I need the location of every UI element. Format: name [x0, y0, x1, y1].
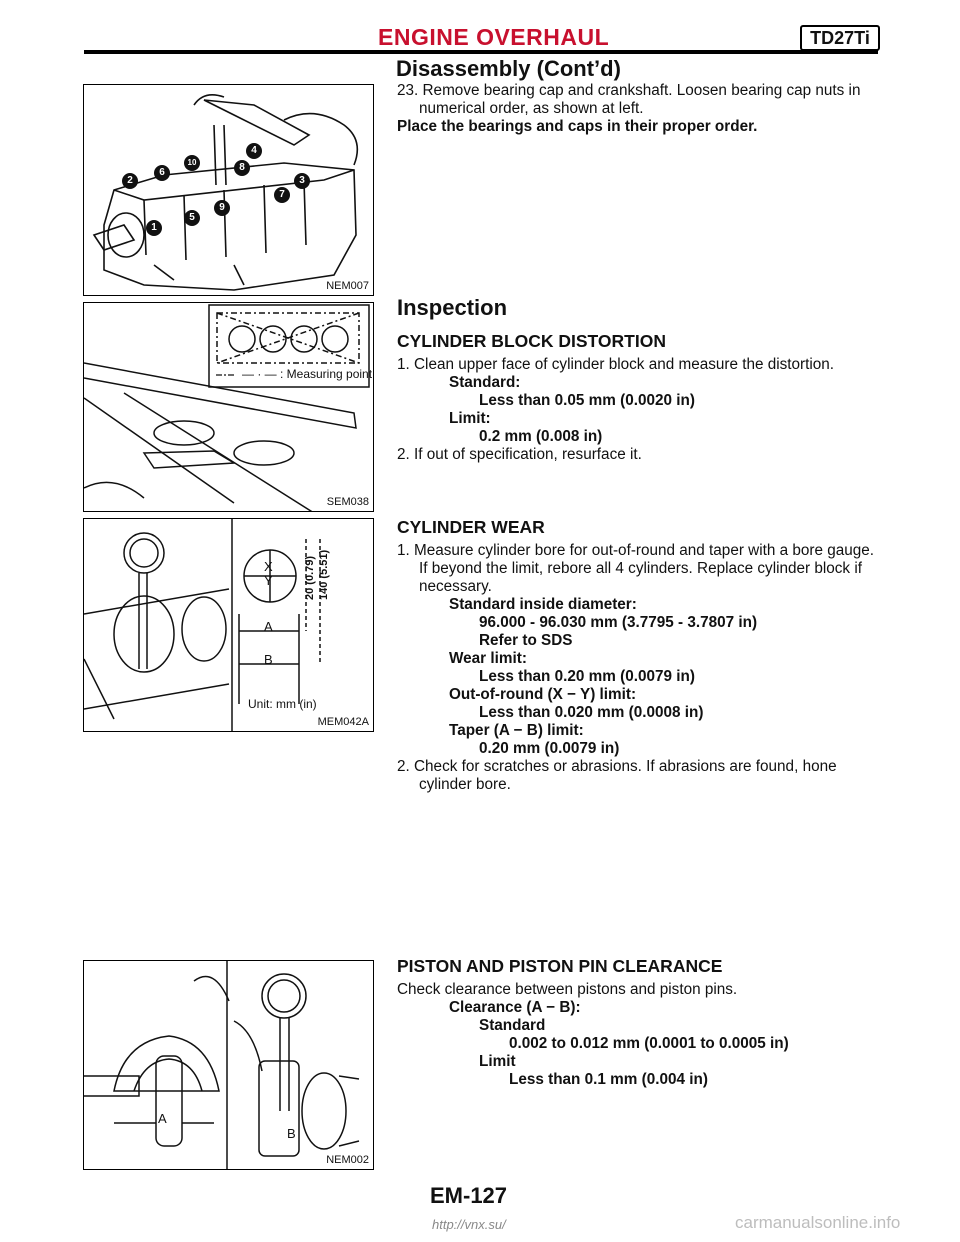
piston-pin-section	[397, 957, 883, 1089]
bearing-cap-illustration	[84, 85, 374, 296]
label-b: B	[264, 652, 273, 667]
taper-label: Taper (A − B) limit:	[449, 722, 584, 739]
cylinder-wear-illustration	[84, 519, 374, 732]
clearance-limit-value: Less than 0.1 mm (0.004 in)	[509, 1071, 708, 1088]
step-23-block	[397, 82, 883, 136]
block-distortion-step2: 2. If out of specification, resurface it.	[397, 446, 642, 463]
figure-bearing-cap-order	[83, 84, 374, 296]
bearing-cap-number-2: 2	[122, 173, 138, 189]
distortion-standard-label: Standard:	[449, 374, 521, 391]
step-23-note: Place the bearings and caps in their proper order.	[397, 118, 758, 135]
label-a: A	[264, 619, 273, 634]
figure-code: NEM007	[326, 280, 369, 292]
section-title: ENGINE OVERHAUL	[378, 24, 610, 50]
figure-piston-pin-clearance	[83, 960, 374, 1170]
measuring-point-legend: — · — : Measuring point	[242, 367, 373, 381]
label-x: X	[264, 559, 273, 574]
dimension-20: 20 (0.79)	[304, 555, 316, 600]
block-distortion-illustration	[84, 303, 374, 512]
label-y: Y	[264, 573, 273, 588]
watermark: carmanualsonline.info	[735, 1213, 901, 1232]
dimension-140: 140 (5.51)	[318, 549, 330, 600]
cylinder-wear-heading: CYLINDER WEAR	[397, 517, 545, 537]
label-a: A	[158, 1111, 167, 1126]
header-rule	[84, 50, 878, 54]
cylinder-wear-step1: 1. Measure cylinder bore for out-of-round and taper with a bore gauge. If beyond the limit, rebore all 4 cylinders. Replace cylinder block if necessary.	[397, 542, 875, 595]
std-diameter-sds: Refer to SDS	[479, 632, 573, 649]
std-diameter-label: Standard inside diameter:	[449, 596, 637, 613]
bearing-cap-number-5: 5	[184, 210, 200, 226]
wear-limit-label: Wear limit:	[449, 650, 527, 667]
figure-block-distortion	[83, 302, 374, 512]
cylinder-wear-step2: 2. Check for scratches or abrasions. If abrasions are found, hone cylinder bore.	[397, 758, 837, 793]
piston-pin-illustration	[84, 961, 374, 1170]
distortion-limit-value: 0.2 mm (0.008 in)	[479, 428, 603, 445]
page-subtitle: Disassembly (Cont’d)	[396, 56, 621, 81]
bearing-cap-number-4: 4	[246, 143, 262, 159]
label-b: B	[287, 1126, 296, 1141]
figure-cylinder-wear	[83, 518, 374, 732]
bearing-cap-number-10: 10	[184, 155, 200, 171]
out-of-round-label: Out-of-round (X − Y) limit:	[449, 686, 637, 703]
bearing-cap-number-3: 3	[294, 173, 310, 189]
distortion-standard-value: Less than 0.05 mm (0.0020 in)	[479, 392, 695, 409]
block-distortion-section	[397, 332, 883, 464]
model-tag: TD27Ti	[800, 25, 880, 51]
bearing-cap-number-1: 1	[146, 220, 162, 236]
step-23-text: 23. Remove bearing cap and crankshaft. Loosen bearing cap nuts in numerical order, as shown at left.	[397, 82, 861, 117]
clearance-standard-value: 0.002 to 0.012 mm (0.0001 to 0.0005 in)	[509, 1035, 789, 1052]
inspection-heading: Inspection	[397, 295, 508, 320]
out-of-round-value: Less than 0.020 mm (0.0008 in)	[479, 704, 704, 721]
block-distortion-heading: CYLINDER BLOCK DISTORTION	[397, 331, 666, 351]
clearance-limit-label: Limit	[479, 1053, 516, 1070]
bearing-cap-number-7: 7	[274, 187, 290, 203]
clearance-standard-label: Standard	[479, 1017, 546, 1034]
bearing-cap-number-9: 9	[214, 200, 230, 216]
bearing-cap-number-8: 8	[234, 160, 250, 176]
block-distortion-step1: 1. Clean upper face of cylinder block and measure the distortion.	[397, 356, 835, 373]
bearing-cap-number-6: 6	[154, 165, 170, 181]
figure-code: MEM042A	[317, 716, 369, 728]
unit-label: Unit: mm (in)	[248, 697, 317, 711]
std-diameter-value: 96.000 - 96.030 mm (3.7795 - 3.7807 in)	[479, 614, 758, 631]
clearance-label: Clearance (A − B):	[449, 999, 581, 1016]
wear-limit-value: Less than 0.20 mm (0.0079 in)	[479, 668, 695, 685]
figure-code: NEM002	[326, 1154, 369, 1166]
piston-pin-text: Check clearance between pistons and piston pins.	[397, 981, 738, 998]
figure-code: SEM038	[326, 496, 369, 508]
piston-pin-heading: PISTON AND PISTON PIN CLEARANCE	[397, 956, 723, 976]
cylinder-wear-section	[397, 518, 883, 794]
distortion-limit-label: Limit:	[449, 410, 491, 427]
taper-value: 0.20 mm (0.0079 in)	[479, 740, 620, 757]
source-link[interactable]: http://vnx.su/	[432, 1217, 506, 1232]
page-number: EM-127	[430, 1183, 508, 1208]
